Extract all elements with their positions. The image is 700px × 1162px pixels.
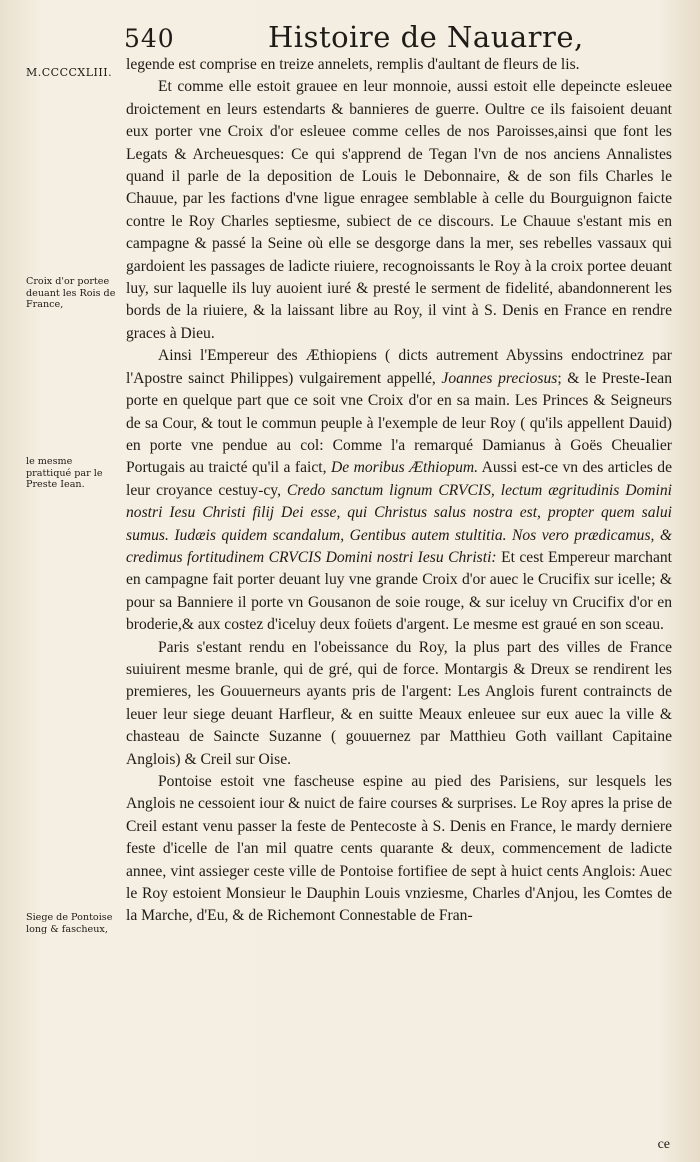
margin-year: M.CCCCXLIII. <box>26 66 113 79</box>
paragraph: legende est comprise en treize annelets, remplis d'aultant de fleurs de lis. <box>126 56 580 73</box>
text-run: Et cest Empereur marchant en campagne fait porter deuant luy vne grande Croix d'or auec le Crucifix sur icelle; & pour sa Banniere il porte vn Gousanon de soie rouge, & sur iceluy vn Crucifix d'or en broderie,& aux costez d'iceluy deux foüets d'argent. Le mesme est graué en son sceau. <box>126 548 672 634</box>
text-run: Ainsi l'Empereur des Æthiopiens ( dicts autrement Abyssins endoctrinez par l'Apostre sainct Philippes) vulgairement appellé, <box>126 347 672 387</box>
running-title: Histoire de Nauarre, <box>268 20 584 54</box>
italic-run: De moribus Æthiopum. <box>330 459 479 477</box>
paragraph: Et comme elle estoit grauee en leur monnoie, aussi estoit elle depeincte esleuee droictement en leurs estendarts & bannieres de guerre. Oultre ce ils faisoient deuant eux porter vne Croix d'or esleuee comme celles de nos Paroisses,ainsi que font les Legats & Archeuesques: Ce qui s'apprend de Tegan l'vn de nos anciens Annalistes quand il parle de la deposition de Louis le Debonnaire, & de son fils Charles le Chauue, par les factions d'vne ligue enragee semblable à celle du Bourguignon faicte contre le Roy Charles septiesme, subiect de ce discours. Le Chauue s'estant mis en campagne & passé la Seine où elle se desgorge dans la mer, ses rebelles vassaux qui gardoient les passages de ladicte riuiere, recognoissants le Roy à la croix portee deuant luy, sur laquelle ils luy auoient iuré & presté le serment de fidelité, abandonnerent les bords de la riuiere, & la laissant libre au Roy, il vint à S. Denis en France en rendre graces à Dieu. <box>126 78 672 342</box>
margin-note: le mesme prattiqué par le Preste Iean. <box>26 456 103 490</box>
margin-note: Croix d'or portee deuant les Rois de France, <box>26 276 116 310</box>
text-run: ; & le Preste-Iean porte en quelque part que ce soit vne Croix d'or en sa main. Les Princes & Seigneurs de sa Cour, & tout le commun peuple à l'exemple de leur Roy ( qu'ils appellent Dauid) en porte vne pendue au col: Comme l'a remarqué Damianus à Goës Cheualier Portugais au traicté qu'il a faict, <box>126 369 672 477</box>
paragraph: Paris s'estant rendu en l'obeissance du Roy, la plus part des villes de France suiuirent mesme branle, qui de gré, qui de force. Montargis & Dreux se rendirent les premieres, les Gouuerneurs ayants pris de l'argent: Les Anglois furent contraincts de leuer leur siege deuant Harfleur, & en suitte Meaux enleuee sur eux auec la ville & chasteau de Saincte Suzanne ( gouuernez par Matthieu Goth vaillant Capitaine Anglois) & Creil sur Oise. <box>126 638 672 768</box>
paragraph: Pontoise estoit vne fascheuse espine au pied des Parisiens, sur lesquels les Anglois ne cessoient iour & nuict de faire courses & surprises. Le Roy apres la prise de Creil estant venu passer la feste de Pentecoste à S. Denis en France, le mardy derniere feste d'icelle de l'an mil quatre cents quarante & deux, commencement de ladicte annee, vint assieger ceste ville de Pontoise fortifiee de sept à huict cents Anglois: Auec le Roy estoient Monsieur le Dauphin Louis vnziesme, Charles d'Anjou, les Comtes de la Marche, d'Eu, & de Richemont Connestable de Fran- <box>126 773 672 925</box>
margin-note: Siege de Pontoise long & fascheux, <box>26 912 113 935</box>
text-run: Aussi est-ce vn des articles de leur croyance cestuy-cy, <box>126 459 672 499</box>
italic-run: Credo sanctum lignum CRVCIS, lectum ægritudinis Domini nostri Iesu Christi filij Dei esse, qui Christus salus nostra est, propter quem salui sumus. Iudæis quidem scandalum, Gentibus autem stultitia. Nos vero prædicamus, & credimus fortitudinem CRVCIS Domini nostri Iesu Christi: <box>126 481 672 566</box>
paragraph <box>126 345 672 636</box>
main-text <box>126 54 672 928</box>
italic-run: Joannes preciosus <box>441 369 558 387</box>
catchword: ce <box>657 1137 670 1152</box>
page-number: 540 <box>124 24 175 53</box>
